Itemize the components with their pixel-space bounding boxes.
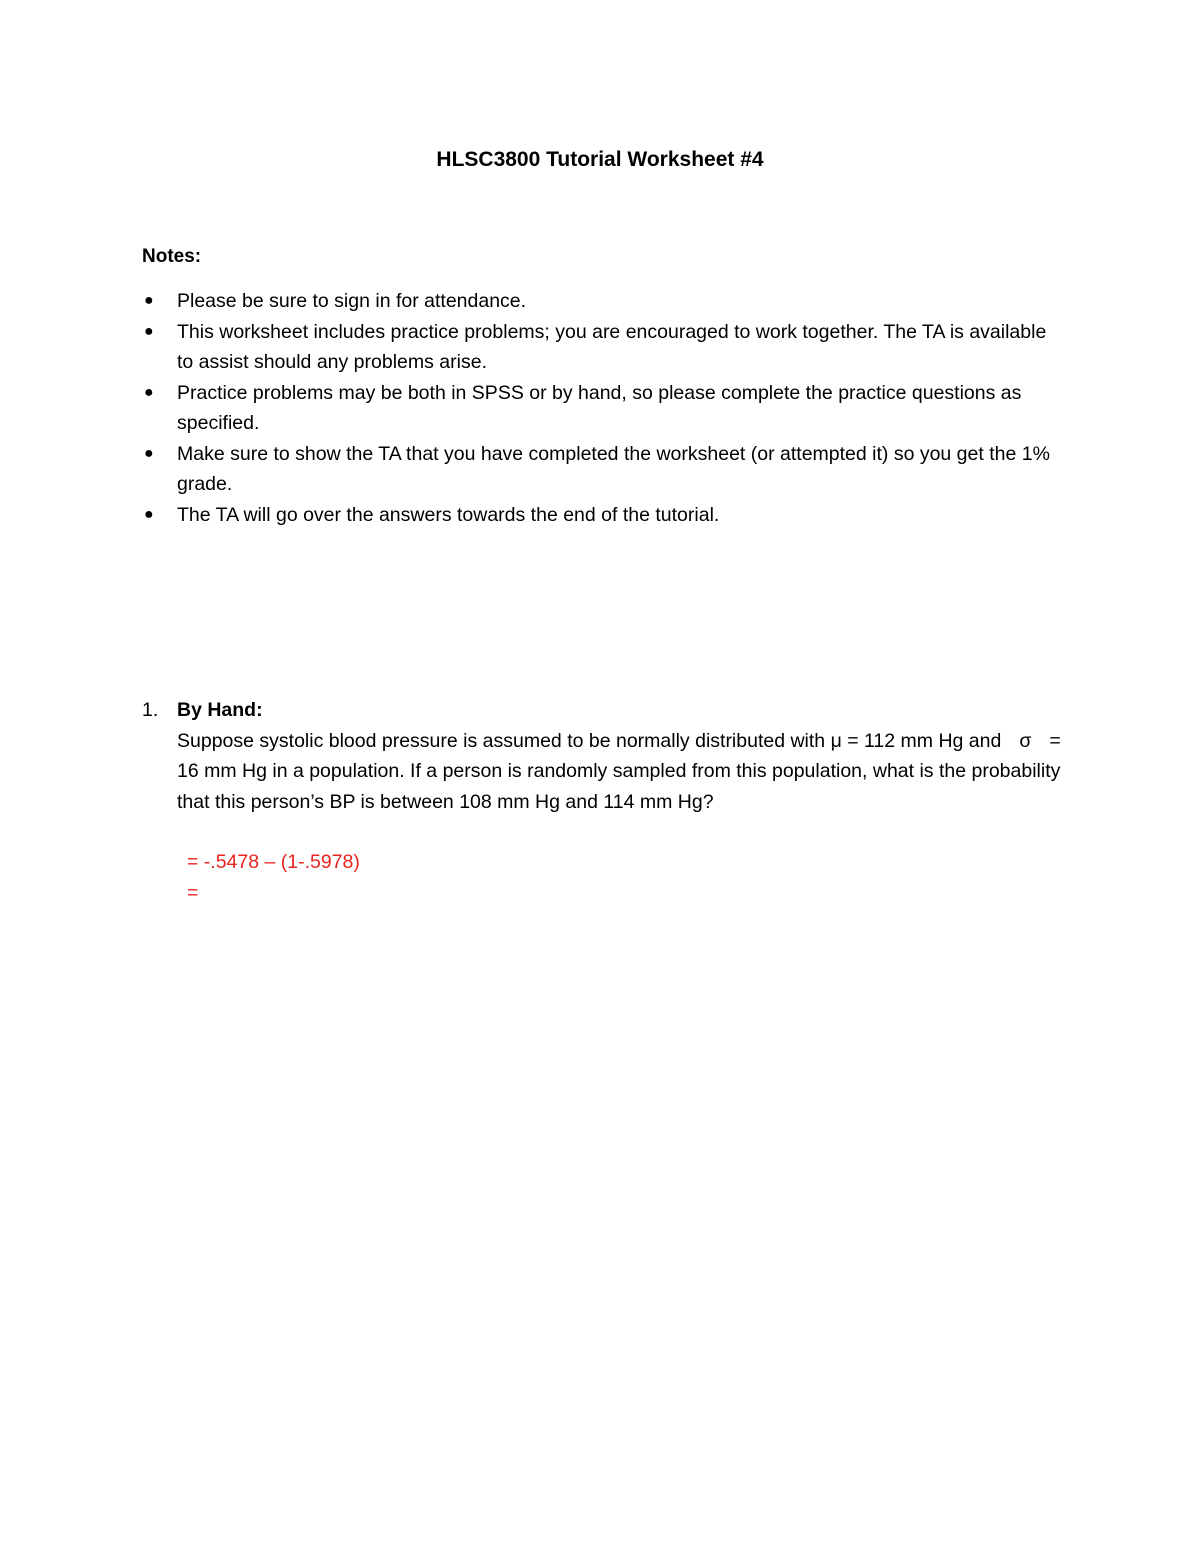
answer-block [187, 847, 1072, 908]
question-text [177, 726, 1072, 818]
answer-line: = -.5478 – (1-.5978) [187, 851, 360, 873]
question-body [177, 695, 1072, 908]
question-text-part1: Suppose systolic blood pressure is assumed to be normally distributed with μ = 112 mm Hg and [177, 729, 1002, 752]
question-number: 1. [142, 699, 159, 721]
question-1 [142, 695, 1072, 908]
note-text: Practice problems may be both in SPSS or by hand, so please complete the practice questions as specified. [177, 381, 1022, 434]
note-item [142, 286, 1062, 317]
question-heading: By Hand: [177, 699, 263, 721]
bullet-icon: ● [144, 292, 154, 309]
question-text-part2: = 16 mm Hg in a population. If a person is randomly sampled from this population, what is the probability that this person’s BP is between 108 mm Hg and 114 mm Hg? [177, 729, 1061, 813]
note-item [142, 439, 1062, 500]
notes-list [142, 286, 1062, 530]
bullet-icon: ● [144, 322, 154, 340]
note-text: This worksheet includes practice problems; you are encouraged to work together. The TA is available to assist should any problems arise. [177, 320, 1047, 373]
bullet-icon: ● [144, 444, 154, 462]
sigma-symbol: σ [1019, 729, 1032, 752]
bullet-icon: ● [144, 383, 154, 401]
notes-heading: Notes: [142, 246, 202, 267]
note-item [142, 317, 1062, 378]
note-item [142, 500, 1062, 531]
answer-line: = [187, 881, 199, 904]
note-text: The TA will go over the answers towards the end of the tutorial. [177, 503, 720, 526]
note-item [142, 378, 1062, 439]
note-text: Make sure to show the TA that you have completed the worksheet (or attempted it) so you get the 1% grade. [177, 442, 1050, 495]
bullet-icon: ● [144, 505, 154, 523]
page-title: HLSC3800 Tutorial Worksheet #4 [436, 148, 764, 171]
note-text: Please be sure to sign in for attendance. [177, 290, 527, 312]
